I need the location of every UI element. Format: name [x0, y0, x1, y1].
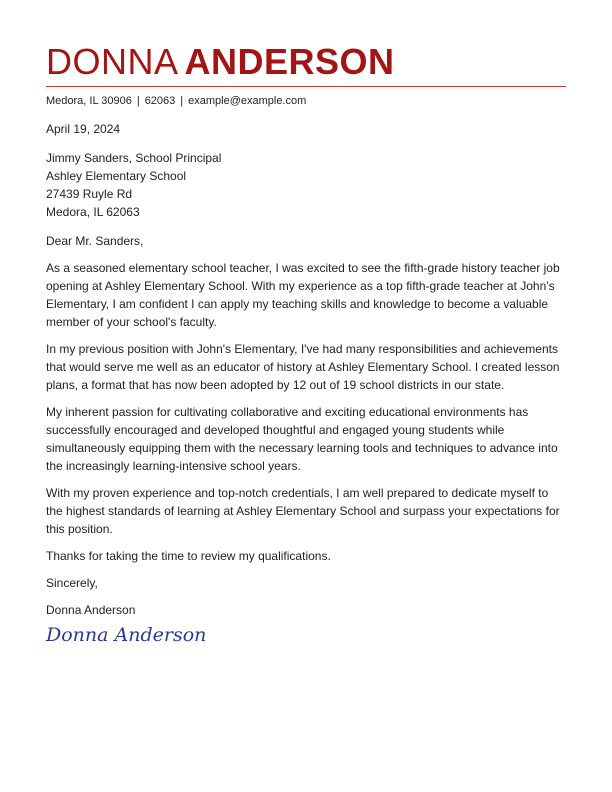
recipient-block: [46, 149, 568, 221]
letter-body: [46, 120, 568, 647]
signature: Donna Anderson: [46, 624, 207, 646]
thanks-line: Thanks for taking the time to review my qualifications.: [46, 549, 331, 563]
applicant-name: [46, 40, 566, 84]
contact-address: Medora, IL 30906: [46, 95, 132, 107]
contact-email: example@example.com: [188, 95, 307, 107]
recipient-city: Medora, IL 62063: [46, 205, 140, 219]
body-paragraph: With my proven experience and top-notch credentials, I am well prepared to dedicate myself to the highest standards of learning at Ashley Elementary School and surpass your expectations for this position.: [46, 486, 560, 536]
last-name: ANDERSON: [184, 41, 395, 82]
letter-date: April 19, 2024: [46, 122, 121, 136]
typed-name: Donna Anderson: [46, 603, 136, 617]
contact-separator: |: [180, 95, 184, 107]
body-paragraph: My inherent passion for cultivating collaborative and exciting educational environments has successfully encouraged and developed thoughtful and engaged young students while simultaneously equipping them with the necessary learning tools and techniques to advance into the increasingly learning-intensive school years.: [46, 405, 558, 473]
recipient-organization: Ashley Elementary School: [46, 169, 187, 183]
contact-separator: |: [136, 95, 140, 107]
closing: Sincerely,: [46, 576, 98, 590]
body-paragraph: In my previous position with John's Elementary, I've had many responsibilities and achievements that would serve me well as an educator of history at Ashley Elementary School. I created lesson plans, a format that has now been adopted by 12 out of 19 school districts in our state.: [46, 342, 560, 392]
contact-line: [46, 94, 306, 108]
contact-phone: 62063: [144, 95, 176, 107]
header-divider: [46, 86, 566, 87]
recipient-name-title: Jimmy Sanders, School Principal: [46, 151, 222, 165]
salutation: Dear Mr. Sanders,: [46, 234, 144, 248]
letterhead: [46, 40, 566, 107]
body-paragraph: As a seasoned elementary school teacher, I was excited to see the fifth-grade history teacher job opening at Ashley Elementary School. With my experience as a top fifth-grade teacher at John's Elementary, I am confident I can apply my teaching skills and knowledge to become a valuable member of your school's faculty.: [46, 261, 560, 329]
first-name: DONNA: [46, 41, 179, 82]
recipient-street: 27439 Ruyle Rd: [46, 187, 133, 201]
